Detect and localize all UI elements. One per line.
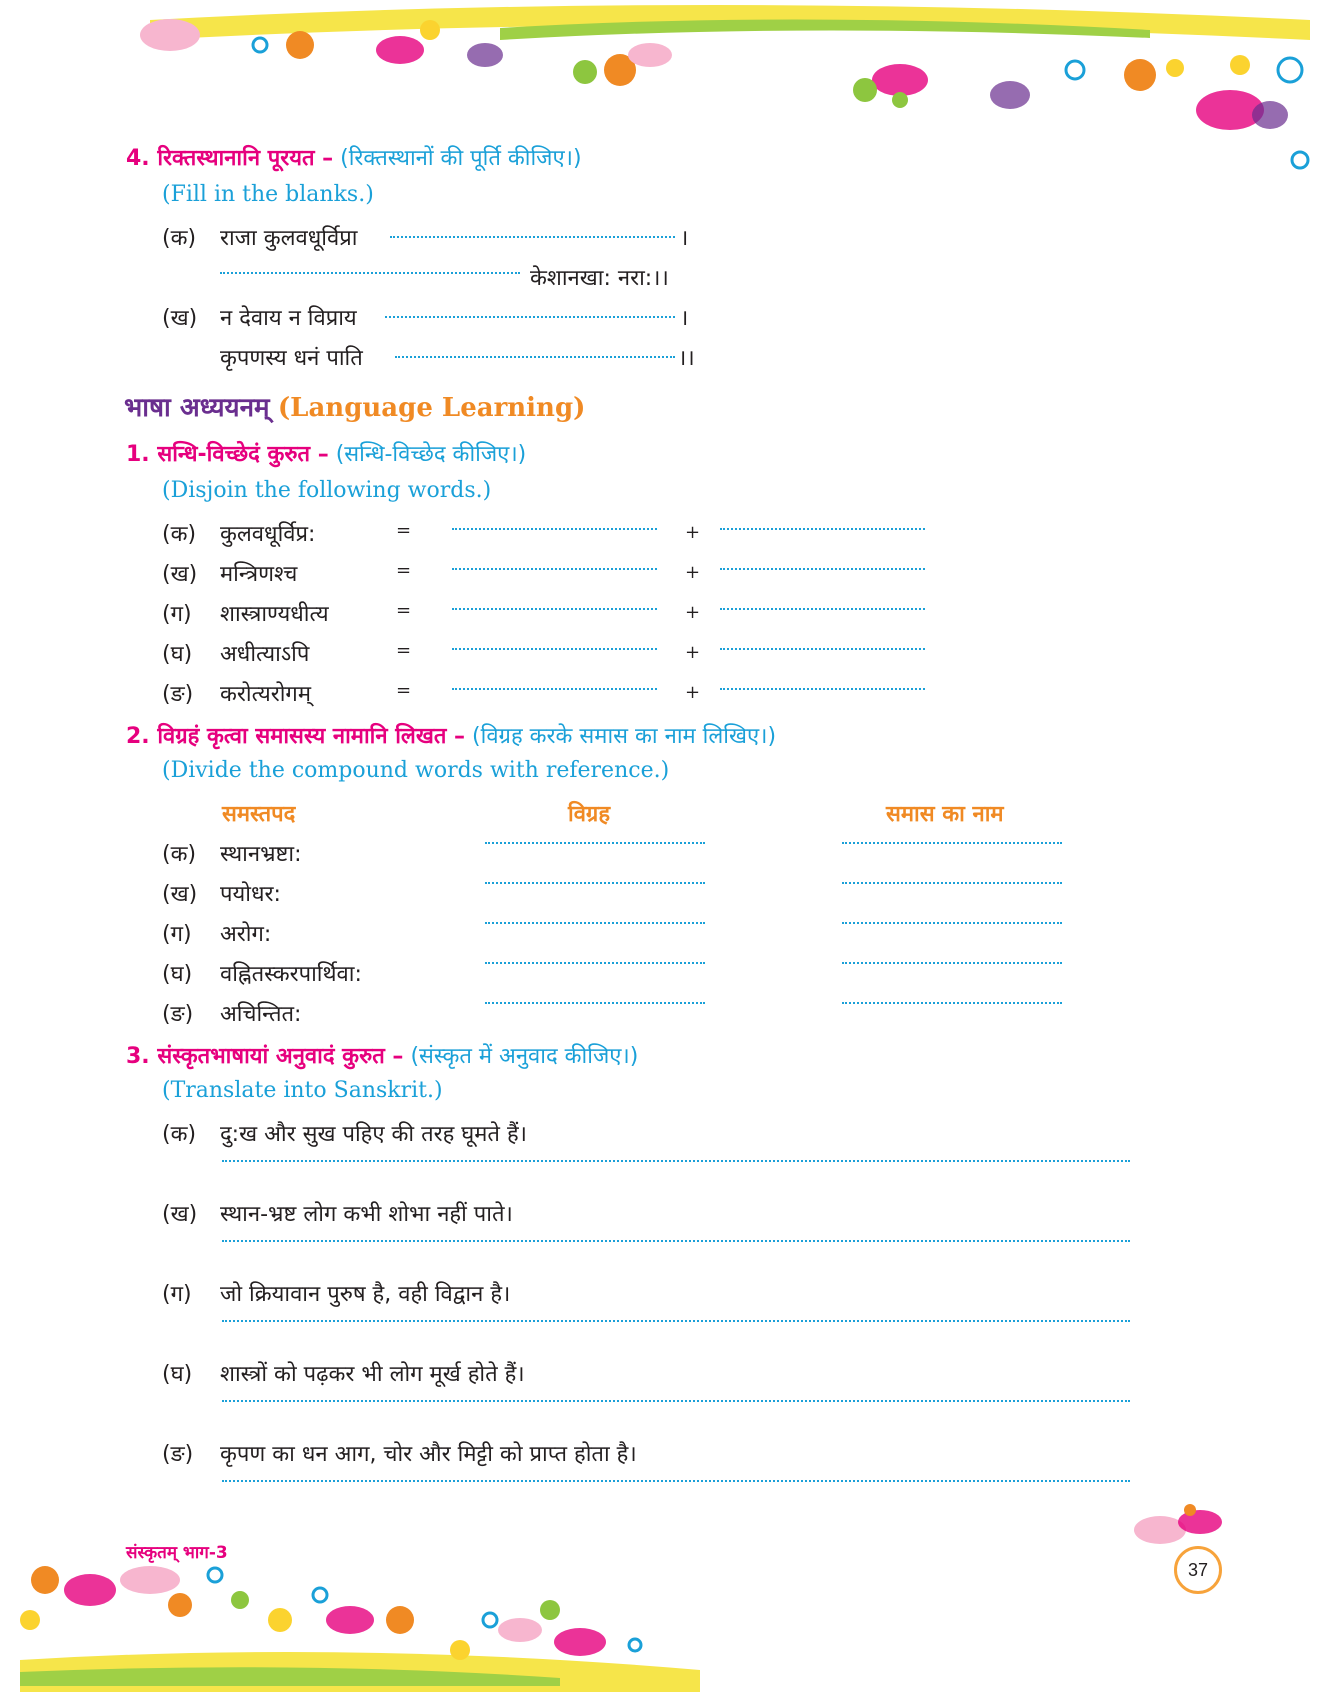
item-text: जो क्रियावान पुरुष है, वही विद्वान है। xyxy=(220,1282,511,1307)
q3-item xyxy=(162,1118,527,1148)
q2-item xyxy=(162,838,302,868)
item-label: (ङ) xyxy=(162,682,194,707)
danda: । xyxy=(680,306,689,331)
blank-line[interactable] xyxy=(842,922,1062,924)
blank-line[interactable] xyxy=(485,882,705,884)
page-number: 37 xyxy=(1174,1546,1222,1594)
item-word: स्थानभ्रष्टा: xyxy=(220,842,302,867)
heading-english: (Language Learning) xyxy=(277,393,586,423)
item-label: (ख) xyxy=(162,1202,198,1227)
q1-english: (Disjoin the following words.) xyxy=(162,478,492,503)
item-label: (घ) xyxy=(162,962,193,987)
item-word: अचिन्तित: xyxy=(220,1002,302,1027)
item-text: राजा कुलवधूर्विप्रा xyxy=(220,226,358,251)
q1-item xyxy=(162,678,311,708)
header-vigrah: विग्रह xyxy=(568,802,611,827)
blank-line[interactable] xyxy=(385,316,675,318)
q1-item xyxy=(162,518,315,548)
blank-line[interactable] xyxy=(452,648,657,650)
equals-sign: = xyxy=(396,560,412,581)
blank-line[interactable] xyxy=(720,528,925,530)
blank-line[interactable] xyxy=(395,356,675,358)
blank-line[interactable] xyxy=(390,236,675,238)
item-label: (घ) xyxy=(162,1362,193,1387)
item-word: करोत्यरोगम् xyxy=(220,682,311,707)
blank-line[interactable] xyxy=(720,648,925,650)
danda: ।। xyxy=(678,346,695,371)
blank-line[interactable] xyxy=(720,688,925,690)
header-samastapad: समस्तपद xyxy=(222,802,296,827)
section4-hindi: (रिक्तस्थानों की पूर्ति कीजिए।) xyxy=(340,146,582,171)
item-label: (ख) xyxy=(162,306,198,331)
item-label: (ख) xyxy=(162,882,198,907)
item-text: कृपणस्य धनं पाति xyxy=(220,346,363,371)
blank-line[interactable] xyxy=(220,272,520,274)
plus-sign: + xyxy=(685,682,701,703)
blank-line[interactable] xyxy=(452,688,657,690)
q3-title: 3. संस्कृतभाषायां अनुवादं कुरुत – xyxy=(126,1044,404,1069)
blank-line[interactable] xyxy=(842,842,1062,844)
equals-sign: = xyxy=(396,600,412,621)
item-text: शास्त्रों को पढ़कर भी लोग मूर्ख होते हैं। xyxy=(220,1362,525,1387)
item-label: (ग) xyxy=(162,1282,192,1307)
equals-sign: = xyxy=(396,640,412,661)
q3-hindi: (संस्कृत में अनुवाद कीजिए।) xyxy=(410,1044,639,1069)
q3-item xyxy=(162,1438,637,1468)
q1-item xyxy=(162,558,297,588)
answer-line[interactable] xyxy=(222,1160,1130,1162)
heading-hindi: भाषा अध्ययनम् xyxy=(124,393,270,423)
item-word: शास्त्राण्यधीत्य xyxy=(220,602,329,627)
answer-line[interactable] xyxy=(222,1320,1130,1322)
q2-english: (Divide the compound words with reference.) xyxy=(162,758,670,783)
blank-line[interactable] xyxy=(842,1002,1062,1004)
item-word: अरोग: xyxy=(220,922,272,947)
blank-line[interactable] xyxy=(720,568,925,570)
blank-line[interactable] xyxy=(485,962,705,964)
q3-english: (Translate into Sanskrit.) xyxy=(162,1078,443,1103)
section4-english: (Fill in the blanks.) xyxy=(162,182,374,207)
book-title: संस्कृतम् भाग-3 xyxy=(126,1543,228,1563)
blank-line[interactable] xyxy=(485,842,705,844)
q2-title: 2. विग्रहं कृत्वा समासस्य नामानि लिखत – xyxy=(126,724,466,749)
q2-item xyxy=(162,998,301,1028)
item-word: कुलवधूर्विप्र: xyxy=(220,522,316,547)
language-learning-heading xyxy=(124,388,585,424)
item-word: पयोधर: xyxy=(220,882,281,907)
item-label: (क) xyxy=(162,522,197,547)
header-samas-naam: समास का नाम xyxy=(886,802,1004,827)
q1-item xyxy=(162,638,309,668)
q1-title: 1. सन्धि-विच्छेदं कुरुत – xyxy=(126,442,329,467)
item-word: वह्नितस्करपार्थिवा: xyxy=(220,962,362,987)
item-label: (क) xyxy=(162,1122,197,1147)
item-label: (क) xyxy=(162,226,197,251)
blank-line[interactable] xyxy=(452,528,657,530)
q3-item xyxy=(162,1278,510,1308)
item-text: केशानखा: नरा:।। xyxy=(530,266,669,291)
blank-line[interactable] xyxy=(452,568,657,570)
item-label: (घ) xyxy=(162,642,193,667)
equals-sign: = xyxy=(396,520,412,541)
item-label: (ग) xyxy=(162,602,192,627)
item-word: मन्त्रिणश्च xyxy=(220,562,298,587)
blank-line[interactable] xyxy=(485,1002,705,1004)
item-label: (ग) xyxy=(162,922,192,947)
q2-hindi: (विग्रह करके समास का नाम लिखिए।) xyxy=(472,724,777,749)
answer-line[interactable] xyxy=(222,1240,1130,1242)
blank-line[interactable] xyxy=(842,882,1062,884)
q1-hindi: (सन्धि-विच्छेद कीजिए।) xyxy=(335,442,527,467)
blank-line[interactable] xyxy=(452,608,657,610)
item-text: दु:ख और सुख पहिए की तरह घूमते हैं। xyxy=(220,1122,527,1147)
plus-sign: + xyxy=(685,562,701,583)
plus-sign: + xyxy=(685,642,701,663)
item-label: (ङ) xyxy=(162,1002,194,1027)
q2-item xyxy=(162,918,271,948)
item-text: स्थान-भ्रष्ट लोग कभी शोभा नहीं पाते। xyxy=(220,1202,513,1227)
answer-line[interactable] xyxy=(222,1400,1130,1402)
q2-item xyxy=(162,958,362,988)
item-text: कृपण का धन आग, चोर और मिट्टी को प्राप्त होता है। xyxy=(220,1442,637,1467)
q2-item xyxy=(162,878,281,908)
item-label: (ख) xyxy=(162,562,198,587)
section4-title: 4. रिक्तस्थानानि पूरयत – xyxy=(126,146,334,171)
blank-line[interactable] xyxy=(842,962,1062,964)
q3-item xyxy=(162,1198,513,1228)
plus-sign: + xyxy=(685,522,701,543)
answer-line[interactable] xyxy=(222,1480,1130,1482)
blank-line[interactable] xyxy=(485,922,705,924)
q3-item xyxy=(162,1358,525,1388)
item-word: अधीत्याऽपि xyxy=(220,642,310,667)
equals-sign: = xyxy=(396,680,412,701)
q1-item xyxy=(162,598,329,628)
item-label: (ङ) xyxy=(162,1442,194,1467)
blank-line[interactable] xyxy=(720,608,925,610)
danda: । xyxy=(680,226,689,251)
footer-decoration xyxy=(0,1560,1332,1692)
item-label: (क) xyxy=(162,842,197,867)
section4-item-kha xyxy=(162,302,357,332)
section4-item-ka xyxy=(162,222,357,252)
item-text: न देवाय न विप्राय xyxy=(220,306,357,331)
plus-sign: + xyxy=(685,602,701,623)
